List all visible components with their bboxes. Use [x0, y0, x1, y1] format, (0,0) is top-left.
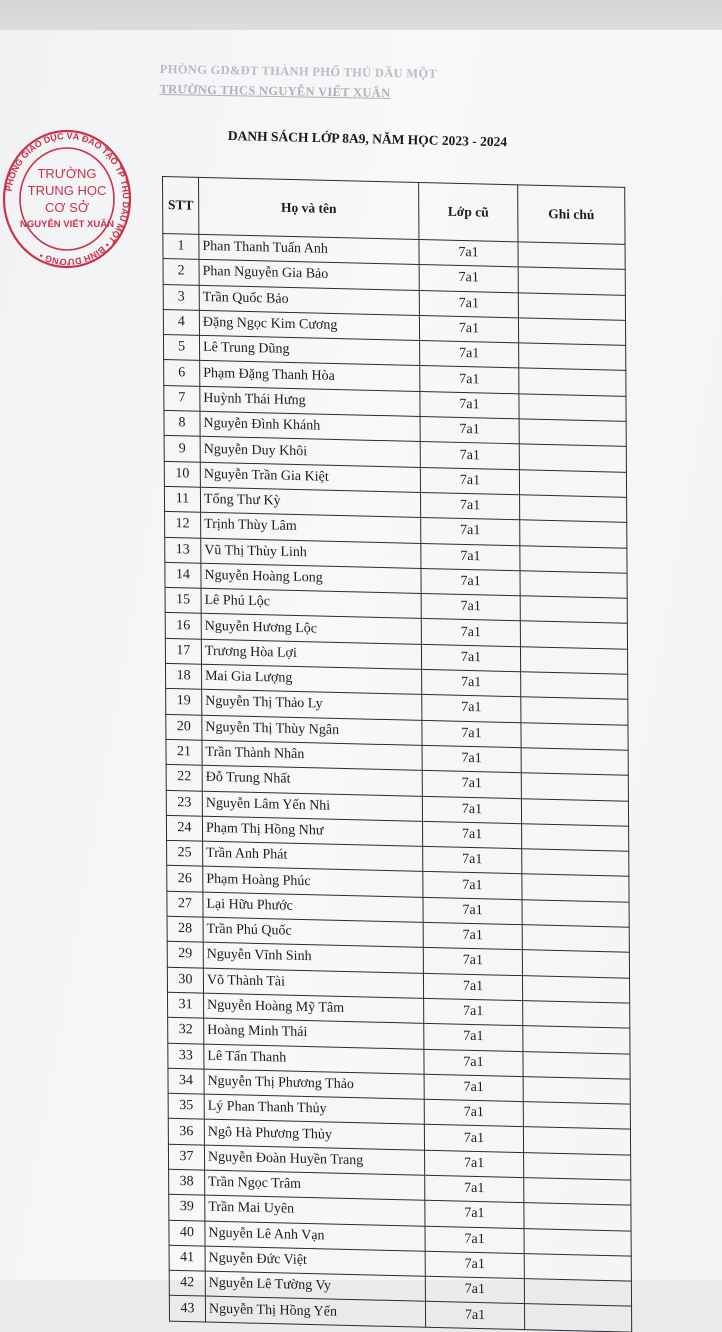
row-number: 26 — [167, 866, 203, 892]
old-class: 7a1 — [422, 771, 521, 799]
student-name: Phạm Hoàng Phúc — [203, 867, 423, 897]
note-cell — [519, 394, 626, 422]
student-name: Lê Tấn Thanh — [204, 1044, 424, 1074]
row-number: 37 — [168, 1144, 204, 1170]
student-name: Nguyễn Đình Khánh — [200, 411, 420, 441]
note-cell — [519, 343, 626, 371]
student-name: Lê Phú Lộc — [201, 588, 421, 618]
note-cell — [521, 773, 628, 801]
note-cell — [518, 242, 625, 270]
old-class: 7a1 — [421, 492, 520, 520]
agency-name: PHÒNG GD&ĐT THÀNH PHỐ THỦ DẦU MỘT — [159, 62, 438, 81]
old-class: 7a1 — [420, 417, 519, 445]
row-number: 21 — [166, 739, 202, 765]
student-name: Phạm Thị Hồng Như — [202, 816, 422, 846]
student-name: Nguyễn Đoàn Huyền Trang — [204, 1145, 424, 1175]
student-name: Nguyễn Lê Anh Vạn — [205, 1221, 425, 1251]
student-name: Đặng Ngọc Kim Cương — [199, 310, 419, 340]
note-cell — [524, 1203, 631, 1231]
document-title: DANH SÁCH LỚP 8A9, NĂM HỌC 2023 - 2024 — [227, 128, 508, 150]
old-class: 7a1 — [423, 948, 522, 976]
stamp-line-4: NGUYỄN VIẾT XUÂN — [20, 219, 114, 230]
row-number: 17 — [165, 638, 201, 664]
old-class: 7a1 — [425, 1276, 524, 1304]
note-cell — [521, 722, 628, 750]
student-name: Võ Thành Tài — [203, 968, 423, 998]
old-class: 7a1 — [420, 442, 519, 470]
student-name: Nguyễn Hoàng Long — [201, 563, 421, 593]
student-name: Trương Hòa Lợi — [201, 639, 421, 669]
row-number: 18 — [165, 663, 201, 689]
student-name: Trần Phú Quốc — [203, 917, 423, 947]
column-header-old-class: Lớp cũ — [419, 183, 518, 242]
row-number: 36 — [168, 1119, 204, 1145]
note-cell — [524, 1279, 631, 1307]
row-number: 24 — [166, 815, 202, 841]
old-class: 7a1 — [420, 467, 519, 495]
row-number: 5 — [163, 335, 199, 361]
note-cell — [522, 899, 629, 927]
note-cell — [519, 419, 626, 447]
row-number: 14 — [165, 562, 201, 588]
student-name: Ngô Hà Phương Thủy — [204, 1119, 424, 1149]
old-class: 7a1 — [425, 1150, 524, 1178]
note-cell — [518, 267, 625, 295]
student-name: Đỗ Trung Nhất — [202, 765, 422, 795]
student-name: Huỳnh Thái Hưng — [200, 386, 420, 416]
old-class: 7a1 — [425, 1251, 524, 1279]
note-cell — [520, 571, 627, 599]
note-cell — [524, 1253, 631, 1281]
note-cell — [520, 646, 627, 674]
student-name: Nguyễn Thị Thảo Ly — [202, 690, 422, 720]
note-cell — [523, 1102, 630, 1130]
note-cell — [522, 849, 629, 877]
old-class: 7a1 — [419, 290, 518, 318]
old-class: 7a1 — [420, 366, 519, 394]
student-name: Lê Trung Dũng — [199, 336, 419, 366]
note-cell — [521, 748, 628, 776]
old-class: 7a1 — [420, 341, 519, 369]
note-cell — [522, 824, 629, 852]
old-class: 7a1 — [419, 265, 518, 293]
note-cell — [520, 545, 627, 573]
document-header — [159, 62, 490, 103]
row-number: 42 — [169, 1270, 205, 1296]
row-number: 38 — [169, 1169, 205, 1195]
note-cell — [518, 318, 625, 346]
student-name: Nguyễn Hoàng Mỹ Tâm — [204, 993, 424, 1023]
note-cell — [522, 925, 629, 953]
old-class: 7a1 — [423, 922, 522, 950]
old-class: 7a1 — [425, 1226, 524, 1254]
note-cell — [524, 1304, 631, 1332]
note-cell — [520, 520, 627, 548]
note-cell — [518, 292, 625, 320]
note-cell — [523, 1127, 630, 1155]
student-name: Nguyễn Thị Thùy Ngân — [202, 715, 422, 745]
old-class: 7a1 — [424, 1099, 523, 1127]
column-header-stt: STT — [163, 177, 199, 235]
old-class: 7a1 — [423, 872, 522, 900]
old-class: 7a1 — [423, 821, 522, 849]
row-number: 33 — [168, 1043, 204, 1069]
student-name: Nguyễn Trần Gia Kiệt — [200, 462, 420, 492]
column-header-notes: Ghi chú — [518, 185, 625, 245]
old-class: 7a1 — [425, 1175, 524, 1203]
old-class: 7a1 — [424, 1125, 523, 1153]
old-class: 7a1 — [422, 695, 521, 723]
old-class: 7a1 — [421, 644, 520, 672]
row-number: 40 — [169, 1220, 205, 1246]
row-number: 12 — [165, 512, 201, 538]
column-header-name: Họ và tên — [199, 177, 419, 239]
row-number: 30 — [167, 967, 203, 993]
row-number: 3 — [163, 284, 199, 310]
row-number: 35 — [168, 1093, 204, 1119]
note-cell — [519, 368, 626, 396]
note-cell — [523, 1076, 630, 1104]
student-name: Trần Anh Phát — [203, 841, 423, 871]
note-cell — [522, 874, 629, 902]
student-name: Trịnh Thùy Lâm — [201, 513, 421, 543]
student-name: Hoàng Minh Thái — [204, 1018, 424, 1048]
stamp-ring-text: PHÒNG GIÁO DỤC VÀ ĐÀO TẠO TP THỦ DẦU MỘT • BÌNH DƯƠNG • — [3, 130, 132, 268]
note-cell — [521, 798, 628, 826]
student-name: Trần Thành Nhân — [202, 740, 422, 770]
old-class: 7a1 — [424, 1049, 523, 1077]
row-number: 19 — [166, 689, 202, 715]
row-number: 10 — [164, 461, 200, 487]
student-name: Nguyễn Vĩnh Sinh — [203, 942, 423, 972]
old-class: 7a1 — [425, 1302, 524, 1330]
row-number: 28 — [167, 916, 203, 942]
note-cell — [521, 697, 628, 725]
old-class: 7a1 — [421, 619, 520, 647]
student-name: Mai Gia Lượng — [201, 664, 421, 694]
note-cell — [522, 975, 629, 1003]
note-cell — [519, 469, 626, 497]
row-number: 1 — [163, 233, 199, 259]
row-number: 9 — [164, 436, 200, 462]
student-name: Phan Thanh Tuấn Anh — [199, 234, 419, 264]
student-name: Vũ Thị Thùy Linh — [201, 538, 421, 568]
old-class: 7a1 — [422, 745, 521, 773]
note-cell — [519, 444, 626, 472]
stamp-line-3: CƠ SỞ — [45, 200, 89, 215]
student-name: Nguyễn Duy Khôi — [200, 437, 420, 467]
class-roster-table — [162, 176, 632, 1332]
old-class: 7a1 — [422, 669, 521, 697]
row-number: 39 — [169, 1195, 205, 1221]
student-name: Tống Thư Kỳ — [200, 487, 420, 517]
row-number: 41 — [169, 1245, 205, 1271]
student-name: Trần Ngọc Trâm — [205, 1170, 425, 1200]
stamp-line-2: TRUNG HỌC — [27, 183, 107, 198]
old-class: 7a1 — [421, 543, 520, 571]
student-name: Nguyễn Thị Phương Thảo — [204, 1069, 424, 1099]
note-cell — [524, 1178, 631, 1206]
row-number: 43 — [169, 1296, 205, 1322]
row-number: 7 — [164, 385, 200, 411]
old-class: 7a1 — [423, 973, 522, 1001]
old-class: 7a1 — [422, 796, 521, 824]
note-cell — [520, 596, 627, 624]
row-number: 27 — [167, 891, 203, 917]
row-number: 23 — [166, 790, 202, 816]
row-number: 31 — [167, 992, 203, 1018]
roster-body — [163, 233, 632, 1331]
note-cell — [523, 1051, 630, 1079]
student-name: Phạm Đặng Thanh Hòa — [200, 361, 420, 391]
old-class: 7a1 — [421, 518, 520, 546]
row-number: 6 — [164, 360, 200, 386]
note-cell — [522, 950, 629, 978]
note-cell — [520, 621, 627, 649]
note-cell — [523, 1026, 630, 1054]
student-name: Nguyễn Lê Tường Vy — [205, 1271, 425, 1301]
stamp-line-1: TRƯỜNG — [37, 166, 97, 181]
row-number: 22 — [166, 765, 202, 791]
row-number: 8 — [164, 411, 200, 437]
row-number: 11 — [164, 486, 200, 512]
old-class: 7a1 — [425, 1201, 524, 1229]
note-cell — [523, 1001, 630, 1029]
row-number: 16 — [165, 613, 201, 639]
student-name: Lại Hữu Phước — [203, 892, 423, 922]
old-class: 7a1 — [420, 391, 519, 419]
old-class: 7a1 — [421, 568, 520, 596]
old-class: 7a1 — [423, 897, 522, 925]
student-name: Nguyễn Thị Hồng Yến — [205, 1297, 425, 1327]
row-number: 4 — [163, 309, 199, 335]
old-class: 7a1 — [424, 998, 523, 1026]
row-number: 29 — [167, 942, 203, 968]
old-class: 7a1 — [424, 1024, 523, 1052]
old-class: 7a1 — [419, 315, 518, 343]
old-class: 7a1 — [423, 846, 522, 874]
old-class: 7a1 — [421, 594, 520, 622]
row-number: 32 — [168, 1017, 204, 1043]
school-name: TRƯỜNG THCS NGUYỄN VIẾT XUÂN — [159, 81, 391, 101]
row-number: 25 — [167, 840, 203, 866]
row-number: 15 — [165, 588, 201, 614]
row-number: 34 — [168, 1068, 204, 1094]
student-name: Trần Quốc Bảo — [199, 285, 419, 315]
school-seal-stamp — [0, 126, 134, 272]
student-name: Nguyễn Hương Lộc — [201, 614, 421, 644]
row-number: 13 — [165, 537, 201, 563]
old-class: 7a1 — [424, 1074, 523, 1102]
note-cell — [524, 1152, 631, 1180]
row-number: 2 — [163, 259, 199, 285]
note-cell — [521, 672, 628, 700]
student-name: Trần Mai Uyên — [205, 1195, 425, 1225]
student-name: Nguyễn Đức Việt — [205, 1246, 425, 1276]
student-name: Nguyễn Lâm Yến Nhi — [202, 791, 422, 821]
note-cell — [520, 495, 627, 523]
note-cell — [524, 1228, 631, 1256]
old-class: 7a1 — [422, 720, 521, 748]
row-number: 20 — [166, 714, 202, 740]
student-name: Lý Phan Thanh Thủy — [204, 1094, 424, 1124]
old-class: 7a1 — [419, 240, 518, 268]
student-name: Phan Nguyễn Gia Bảo — [199, 260, 419, 290]
